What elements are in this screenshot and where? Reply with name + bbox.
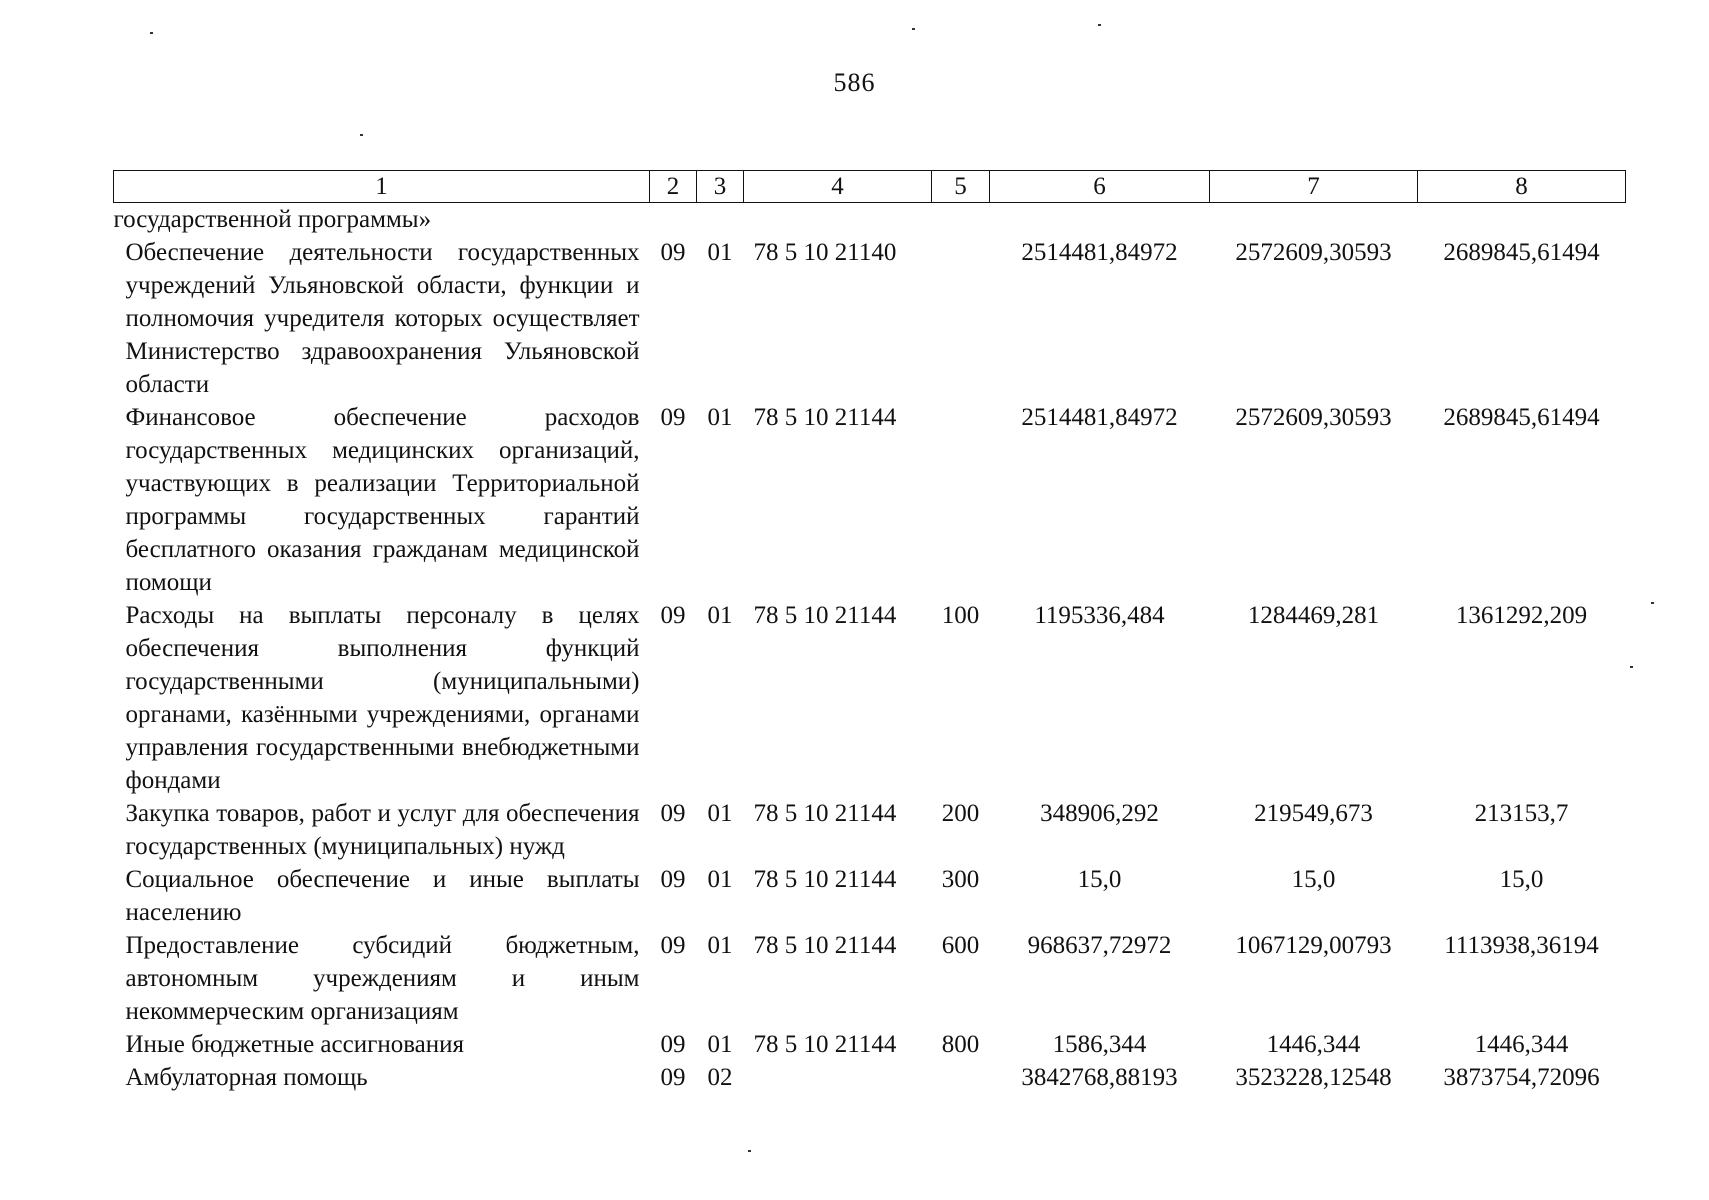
row-name: Закупка товаров, работ и услуг для обеспечения государственных (муниципальных) нужд — [125, 800, 640, 860]
row-name: государственной программы» — [113, 206, 432, 233]
row-amount-col7 — [1210, 203, 1418, 237]
row-subsection: 01 — [707, 602, 733, 629]
row-name: Предоставление субсидий бюджетным, автономным учреждениям и иным некоммерческим организациям — [125, 932, 640, 1025]
row-amount-col8: 2689845,61494 — [1443, 239, 1600, 266]
scan-speck — [360, 134, 363, 136]
row-section: 09 — [660, 932, 686, 959]
row-expense-type: 800 — [941, 1031, 980, 1058]
row-name: Амбулаторная помощь — [125, 1064, 368, 1091]
row-target-article — [744, 1061, 932, 1094]
row-name: Социальное обеспечение и иные выплаты населению — [125, 866, 640, 926]
column-header-2: 2 — [650, 171, 697, 203]
column-header-8: 8 — [1418, 171, 1626, 203]
row-amount-col7: 2572609,30593 — [1235, 404, 1392, 431]
scan-speck — [1651, 602, 1654, 604]
table-row — [114, 863, 1626, 929]
row-section: 09 — [660, 602, 686, 629]
page-number: 586 — [833, 68, 876, 97]
row-amount-col6: 1195336,484 — [1034, 602, 1165, 629]
row-subsection: 01 — [707, 932, 733, 959]
row-amount-col7: 1446,344 — [1266, 1031, 1361, 1058]
row-target-article: 78 5 10 21144 — [753, 404, 897, 431]
row-section: 09 — [660, 1031, 686, 1058]
table-row — [114, 236, 1626, 401]
column-header-5: 5 — [932, 171, 990, 203]
row-amount-col8: 1446,344 — [1474, 1031, 1569, 1058]
row-amount-col7: 1067129,00793 — [1235, 932, 1392, 959]
row-expense-type: 600 — [941, 932, 980, 959]
budget-table — [113, 170, 1626, 1094]
row-subsection — [697, 203, 744, 237]
column-header-7: 7 — [1210, 171, 1418, 203]
row-amount-col7: 1284469,281 — [1247, 602, 1380, 629]
row-target-article: 78 5 10 21144 — [753, 932, 897, 959]
row-section: 09 — [660, 866, 686, 893]
column-header-3: 3 — [697, 171, 744, 203]
table-row — [114, 203, 1626, 237]
row-amount-col8: 1113938,36194 — [1444, 932, 1599, 959]
row-section: 09 — [660, 239, 686, 266]
table-row — [114, 599, 1626, 797]
row-amount-col6: 1586,344 — [1052, 1031, 1147, 1058]
scan-speck — [150, 32, 153, 34]
row-target-article — [744, 203, 932, 237]
row-subsection: 01 — [707, 866, 733, 893]
scan-speck — [748, 1150, 751, 1152]
row-expense-type — [932, 236, 990, 401]
row-amount-col8: 2689845,61494 — [1443, 404, 1600, 431]
row-section: 09 — [660, 404, 686, 431]
row-expense-type: 300 — [941, 866, 980, 893]
row-subsection: 01 — [707, 404, 733, 431]
row-expense-type — [932, 401, 990, 599]
row-name: Иные бюджетные ассигнования — [125, 1031, 465, 1058]
row-amount-col6: 2514481,84972 — [1021, 239, 1178, 266]
row-amount-col8: 3873754,72096 — [1443, 1064, 1600, 1091]
row-amount-col8: 1361292,209 — [1455, 602, 1588, 629]
scan-speck — [1630, 666, 1633, 668]
row-name: Расходы на выплаты персоналу в целях обеспечения выполнения функций государственными (муниципальными) органами, казёнными учреждениями, органами управления государственными внебюджетными фондами — [125, 602, 640, 794]
row-subsection: 01 — [707, 239, 733, 266]
row-target-article: 78 5 10 21144 — [753, 1031, 897, 1058]
row-amount-col6 — [990, 203, 1210, 237]
table-row — [114, 1028, 1626, 1061]
column-header-6: 6 — [990, 171, 1210, 203]
row-target-article: 78 5 10 21144 — [753, 866, 897, 893]
row-amount-col6: 968637,72972 — [1027, 932, 1172, 959]
row-expense-type — [932, 1061, 990, 1094]
row-expense-type: 200 — [941, 800, 980, 827]
row-amount-col8 — [1418, 203, 1626, 237]
row-subsection: 02 — [707, 1064, 733, 1091]
row-target-article: 78 5 10 21144 — [753, 602, 897, 629]
row-amount-col6: 3842768,88193 — [1021, 1064, 1178, 1091]
table-row — [114, 401, 1626, 599]
column-number-header-row — [114, 171, 1626, 203]
row-amount-col8: 15,0 — [1499, 866, 1544, 893]
row-name: Обеспечение деятельности государственных учреждений Ульяновской области, функции и полномочия учредителя которых осуществляет Министерство здравоохранения Ульяновской области — [125, 239, 640, 398]
column-header-1: 1 — [114, 171, 650, 203]
row-amount-col8: 213153,7 — [1474, 800, 1569, 827]
scan-speck — [1098, 24, 1101, 26]
row-amount-col7: 15,0 — [1291, 866, 1336, 893]
row-amount-col6: 15,0 — [1077, 866, 1122, 893]
row-subsection: 01 — [707, 800, 733, 827]
row-section — [650, 203, 697, 237]
row-target-article: 78 5 10 21144 — [753, 800, 897, 827]
row-subsection: 01 — [707, 1031, 733, 1058]
row-name: Финансовое обеспечение расходов государственных медицинских организаций, участвующих в реализации Территориальной программы государственных гарантий бесплатного оказания гражданам медицинской помощи — [125, 404, 640, 596]
table-row — [114, 1061, 1626, 1094]
table-row — [114, 929, 1626, 1028]
scan-speck — [912, 28, 915, 30]
row-amount-col6: 348906,292 — [1040, 800, 1159, 827]
row-expense-type: 100 — [941, 602, 980, 629]
table-row — [114, 797, 1626, 863]
row-amount-col7: 219549,673 — [1254, 800, 1373, 827]
row-expense-type — [932, 203, 990, 237]
row-section: 09 — [660, 800, 686, 827]
row-amount-col7: 3523228,12548 — [1235, 1064, 1392, 1091]
row-target-article: 78 5 10 21140 — [753, 239, 897, 266]
budget-table-wrapper — [113, 170, 1625, 1094]
row-amount-col6: 2514481,84972 — [1021, 404, 1178, 431]
row-section: 09 — [660, 1064, 686, 1091]
column-header-4: 4 — [744, 171, 932, 203]
row-amount-col7: 2572609,30593 — [1235, 239, 1392, 266]
